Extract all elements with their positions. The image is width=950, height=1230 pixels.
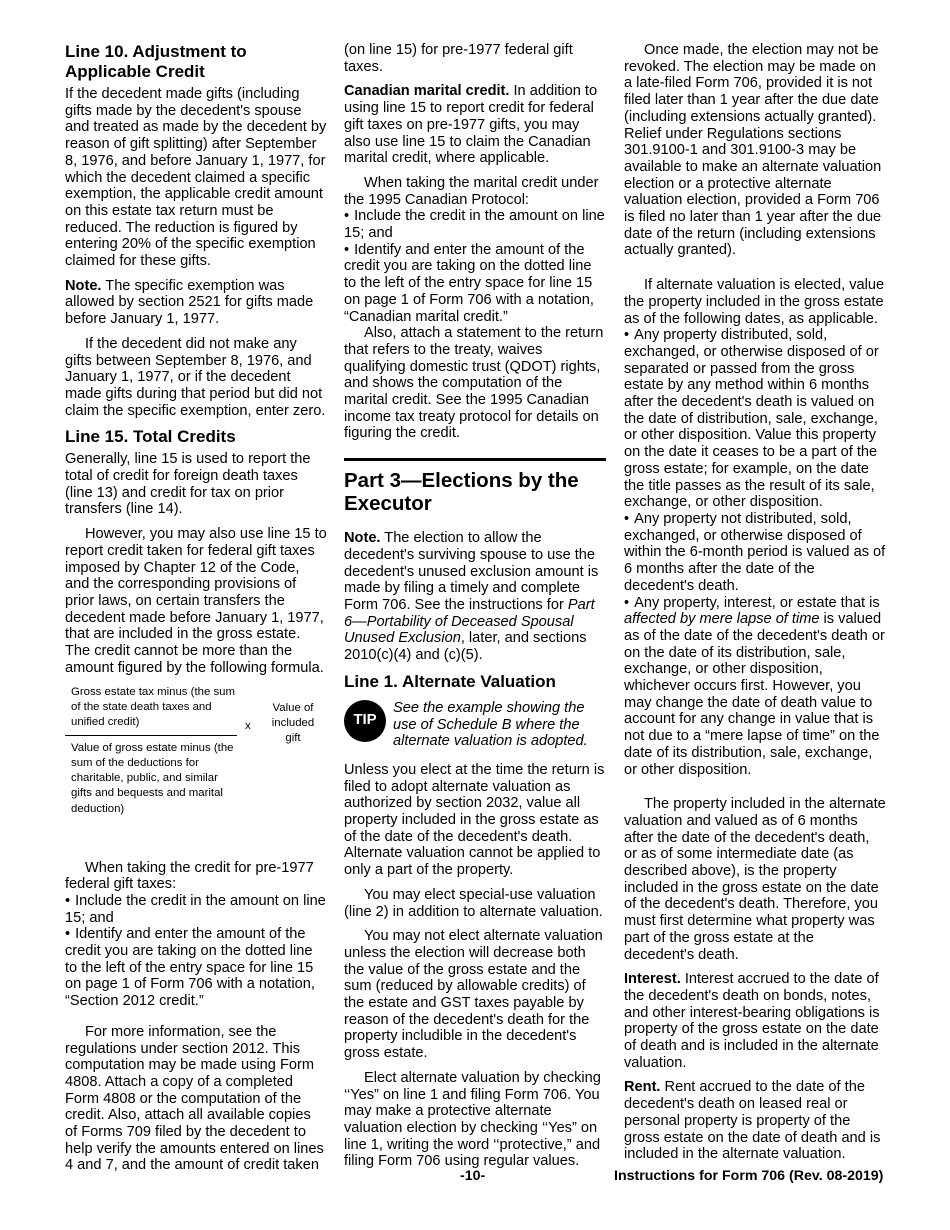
heading-line-1: Line 1. Alternate Valuation xyxy=(344,671,556,691)
column-1 xyxy=(65,42,327,1182)
interest-label: Interest. xyxy=(624,971,681,988)
section-rule xyxy=(344,458,606,461)
interest-text: Interest accrued to the date of the decedent's death on bonds, notes, and other interest-bearing obligations is property of the gross estate on the date of death and is included in the alternate valuation. xyxy=(624,971,880,1071)
tip-text: See the example showing the use of Schedule B where the alternate valuation is adopted. xyxy=(393,699,588,750)
note-paragraph xyxy=(344,530,606,664)
bullet-item: • Include the credit in the amount on line 15; and xyxy=(344,208,606,241)
bullet-item: • Identify and enter the amount of the credit you are taking on the dotted line to the left of the entry space for line 15 on page 1 of Form 706 with a notation, “Section 2012 credit.” xyxy=(65,926,327,1010)
page-number: -10- xyxy=(460,1168,486,1184)
paragraph: Elect alternate valuation by checking ‘‘Yes” on line 1 and filing Form 706. You may make a protective alternate valuation election by checking ‘‘Yes” on line 1, writing the word ‘‘protective,” and filing Form 706 using regular values. xyxy=(344,1069,601,1170)
bullet-text: Any property, interest, or estate that is xyxy=(634,594,880,611)
paragraph: For more information, see the regulations under section 2012. This computation may be made using Form 4808. Attach a copy of a completed Form 4808 or the computation of the credit. Also, attach all available copies of Forms 709 filed by the decedent to help verify the amounts entered on lines 4 and 7, and the amount of credit taken xyxy=(65,1023,324,1174)
note-italic-text: Part 6—Portability of Deceased Spousal Unused Exclusion xyxy=(344,596,595,647)
paragraph: Unless you elect at the time the return is filed to adopt alternate valuation as authorized by section 2032, value all property included in the gross estate as of the date of the decedent's death. Alternate valuation cannot be applied to only a part of the property. xyxy=(344,761,605,879)
column-3 xyxy=(624,42,886,1171)
note-label: Note. xyxy=(344,530,381,547)
paragraph: (on line 15) for pre-1977 federal gift taxes. xyxy=(344,42,573,75)
note-label: Note. xyxy=(65,277,102,294)
bullet-item: • Any property not distributed, sold, exchanged, or otherwise disposed of within the 6-month period is valued as of 6 months after the date of the decedent's death. xyxy=(624,511,886,595)
bullet-text: is valued as of the date of the decedent's death or on the date of its distribution, sale, exchange, or other disposition, whichever occurs first. However, you may change the date of death value to account for any change in value that is not due to a “mere lapse of time” on the date of its distribution, sale, exchange, or other disposition. xyxy=(624,611,885,778)
paragraph: When taking the credit for pre-1977 federal gift taxes: xyxy=(65,859,314,893)
formula-value: Value of included gift xyxy=(271,701,315,745)
credit-formula xyxy=(65,685,327,860)
note-text: The election to allow the decedent's surviving spouse to use the decedent's unused exclusion amount is made by filing a timely and complete Form 706. See the instructions for xyxy=(344,530,599,613)
note-paragraph xyxy=(65,278,327,328)
paragraph: When taking the marital credit under the 1995 Canadian Protocol: xyxy=(344,174,599,208)
canadian-credit-label: Canadian marital credit. xyxy=(344,83,510,100)
column-2 xyxy=(344,42,606,1178)
bullet-item: • Include the credit in the amount on line 15; and xyxy=(65,893,327,926)
canadian-credit-paragraph xyxy=(344,83,606,167)
paragraph: The property included in the alternate valuation and valued as of 6 months after the date of the decedent's death, or as of some intermediate date (as described above), is the property included in the gross estate on the date of the decedent's death. Therefore, you must first determine what property was part of the gross estate at the decedent's death. xyxy=(624,796,886,963)
heading-line-10: Line 10. Adjustment to Applicable Credit xyxy=(65,42,247,81)
heading-line-15: Line 15. Total Credits xyxy=(65,427,236,447)
paragraph: If the decedent made gifts (including gifts made by the decedent's spouse and treated as made by the decedent by reason of gift splitting) after September 8, 1976, and before January 1, 1977, for which the decedent claimed a specific exemption, the applicable credit amount on this estate tax return must be reduced. The reduction is figured by entering 20% of the specific exemption claimed for these gifts. xyxy=(65,86,327,270)
footer-title: Instructions for Form 706 (Rev. 08-2019) xyxy=(614,1168,884,1184)
rent-label: Rent. xyxy=(624,1079,661,1096)
note-text: , later, and sections 2010(c)(4) and (c)(5). xyxy=(344,630,587,664)
tip-box xyxy=(344,700,606,750)
formula-numerator: Gross estate tax minus (the sum of the state death taxes and unified credit) xyxy=(71,685,235,729)
tip-icon: TIP xyxy=(344,700,386,742)
paragraph: Also, attach a statement to the return that refers to the treaty, waives qualifying domestic trust (QDOT) rights, and shows the computation of the marital credit. See the 1995 Canadian income tax treaty protocol for details on figuring the credit. xyxy=(344,325,604,442)
canadian-credit-text: In addition to using line 15 to report credit for federal gift taxes on pre-1977 gifts, you may also use line 15 to claim the Canadian marital credit, where applicable. xyxy=(344,83,598,167)
paragraph: If alternate valuation is elected, value the property included in the gross estate as of the following dates, as applicable. xyxy=(624,277,885,327)
paragraph: Generally, line 15 is used to report the total of credit for foreign death taxes (line 13) and credit for tax on prior transfers (line 14). xyxy=(65,451,311,518)
bullet-item: • Any property distributed, sold, exchanged, or otherwise disposed of or separated or passed from the gross estate by any method within 6 months after the decedent's death is valued on the date of distribution, sale, exchange, or other disposition. Value this property on the date it ceases to be a part of the gross estate; for example, on the date the title passes as the result of its sale, exchange, or other disposition. xyxy=(624,327,886,511)
formula-fraction-line xyxy=(65,735,237,736)
paragraph: However, you may also use line 15 to report credit taken for federal gift taxes imposed by Chapter 12 of the Code, and the corresponding provisions of prior laws, on certain transfers the decedent made before January 1, 1977, that are included in the gross estate. The credit cannot be more than the amount figured by the following formula. xyxy=(65,526,327,676)
rent-text: Rent accrued to the date of the decedent's death on leased real or personal property is property of the gross estate on the date of death and is included in the alternate valuation. xyxy=(624,1079,881,1163)
formula-denominator: Value of gross estate minus (the sum of the deductions for charitable, public, and similar gifts and bequests and marital deduction) xyxy=(71,741,234,815)
paragraph: You may elect special-use valuation (line 2) in addition to alternate valuation. xyxy=(344,886,603,920)
interest-paragraph xyxy=(624,971,886,1071)
paragraph: You may not elect alternate valuation unless the election will decrease both the value of the gross estate and the sum (reduced by allowable credits) of the estate and GST taxes payable by reason of the decedent's death for the property includible in the decedent's gross estate. xyxy=(344,928,603,1062)
heading-part-3: Part 3—Elections by the Executor xyxy=(344,469,579,516)
paragraph: If the decedent did not make any gifts between September 8, 1976, and January 1, 1977, or if the decedent made gifts during that period but did not claim the specific exemption, enter zero. xyxy=(65,335,326,419)
paragraph: Once made, the election may not be revoked. The election may be made on a late-filed Form 706, provided it is not filed later than 1 year after the due date (including extensions actually granted). Relief under Regulations sections 301.9100-1 and 301.9100-3 may be available to make an alternate valuation election or a protective alternate valuation election, provided a Form 706 is filed no later than 1 year after the due date of the return (including extensions actually granted). xyxy=(624,42,882,259)
formula-multiply-sign: x xyxy=(245,719,251,732)
bullet-italic-text: affected by mere lapse of time xyxy=(624,611,820,628)
bullet-item: • Identify and enter the amount of the credit you are taking on the dotted line to the left of the entry space for line 15 on page 1 of Form 706 with a notation, “Canadian marital credit.” xyxy=(344,242,606,326)
bullet-item xyxy=(624,595,886,779)
note-text: The specific exemption was allowed by section 2521 for gifts made before January 1, 1977. xyxy=(65,277,314,328)
rent-paragraph xyxy=(624,1079,886,1163)
